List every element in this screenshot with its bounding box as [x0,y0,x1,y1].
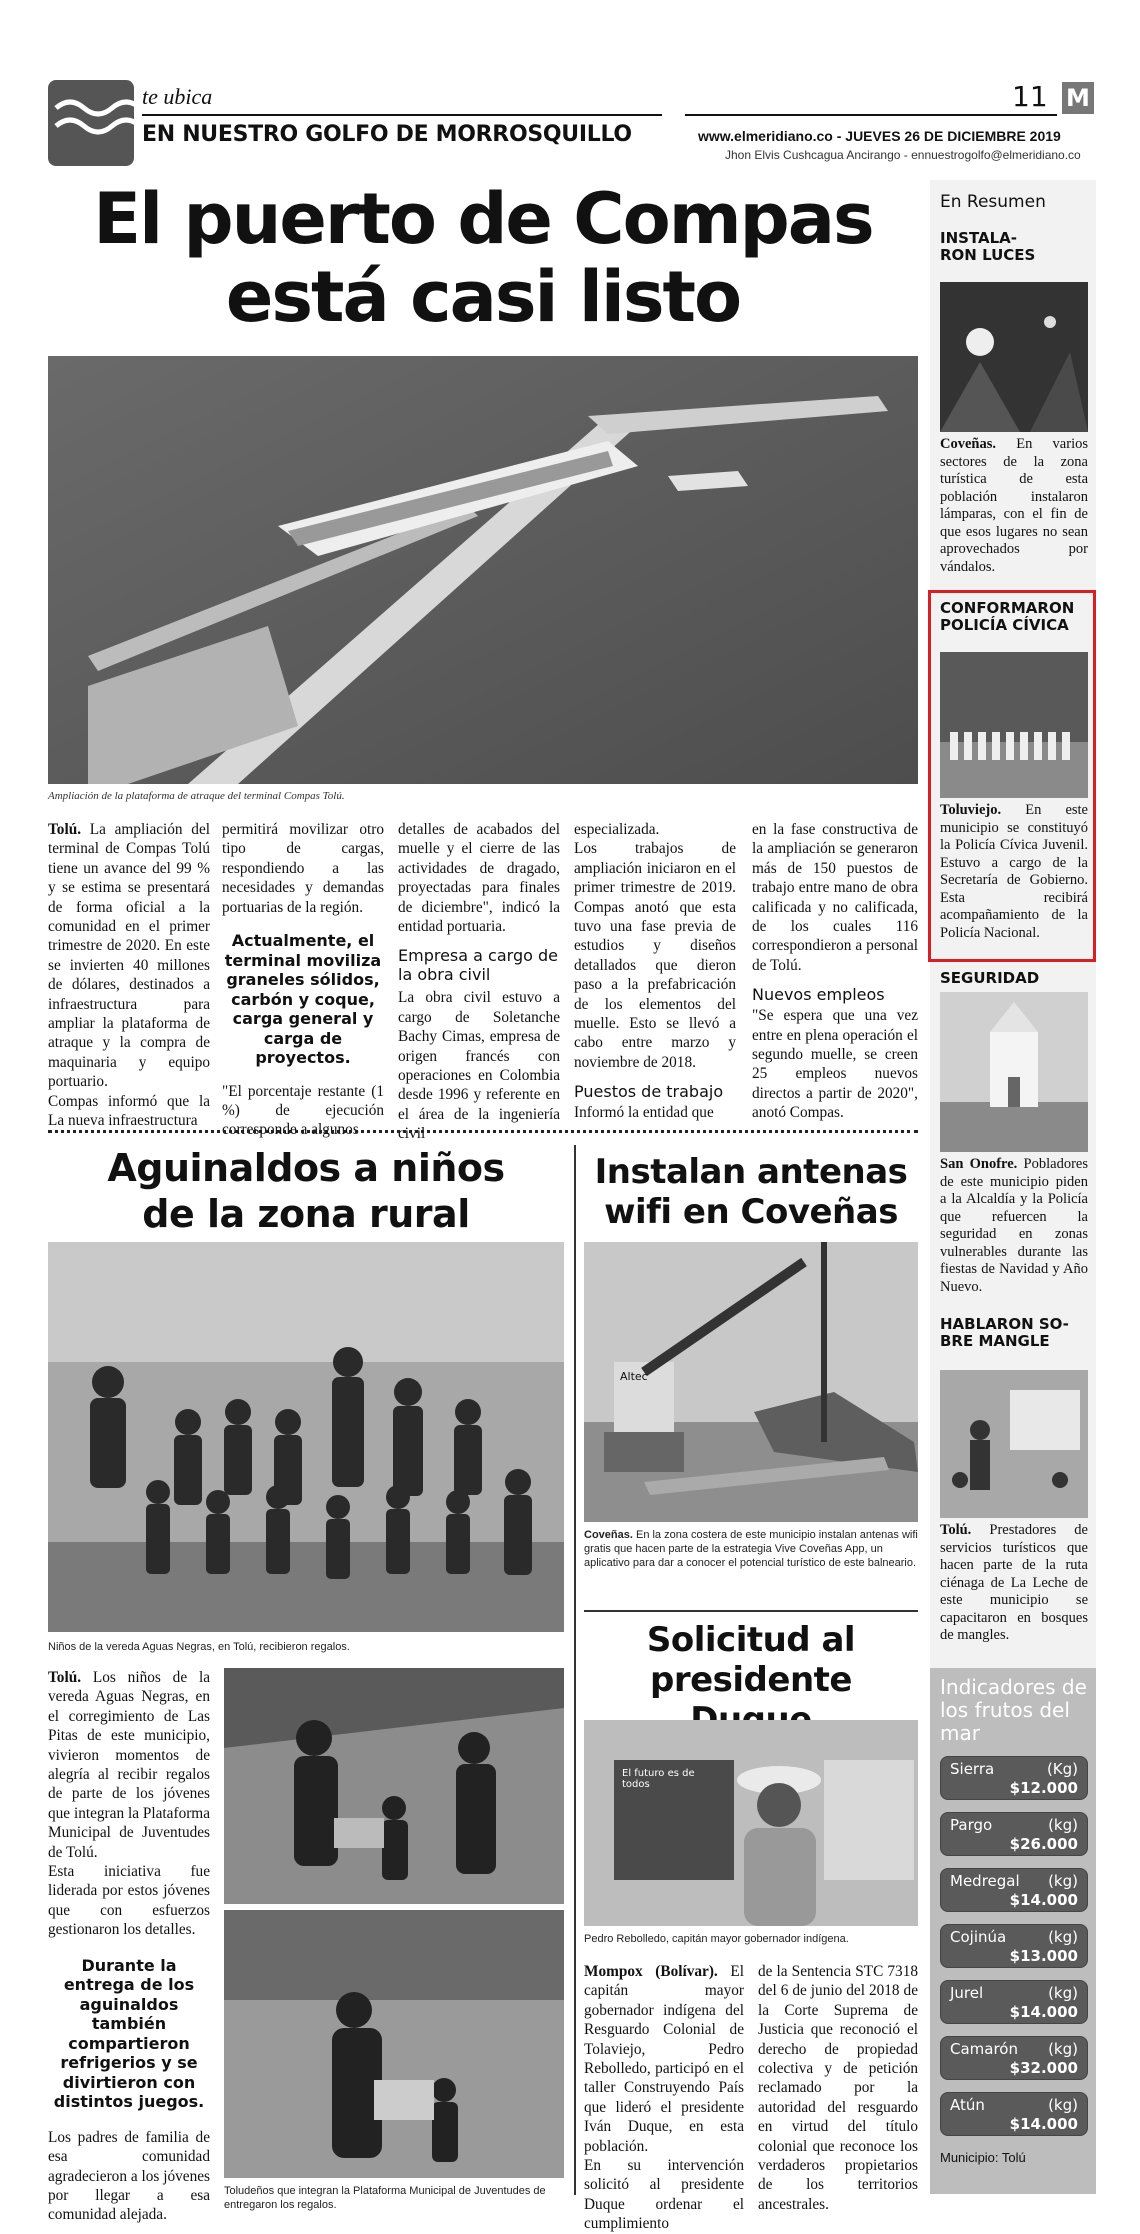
duque-p3: de la Sentencia STC 7318 del 6 de junio del 2018 de la Corte Suprema de Justicia que reconoció el derecho de propiedad colectiva y de petición reclamado por la autoridad del resguardo en virtud del título colonial que reconoce los verdaderos propietarios de los territorios ancestrales. [758,1963,918,2213]
lights-photo [940,282,1088,432]
sidebar-item-4-title: HABLARON SO- BRE MANGLE [940,1315,1069,1350]
duque-p1: El capitán mayor gobernador indígena del Resguardo Colonial de Tolaviejo, Pedro Rebolledo, participó en el taller Construyendo País que lideró el presidente Iván Duque, en esta población. [584,1963,744,2155]
antenas-headline [584,1152,918,1232]
church-photo [940,992,1088,1152]
fish-name: Sierra [950,1760,995,1778]
sidebar-title: En Resumen [940,192,1046,212]
price-row [940,1980,1088,2024]
aguinaldos-p1: Los niños de la vereda Aguas Negras, en el corregimiento de Las Pitas de este municipio, vivieron momentos de alegría al recibir regalos de parte de los jóvenes que integran la Plataforma Municipal de Juventudes de Tolú. [48,1669,210,1861]
fish-name: Pargo [950,1816,993,1834]
duque-p2: En su intervención solicitó al presidente Duque ordenar el cumplimiento [584,2157,744,2233]
price-unit: (kg) [1048,1984,1078,2002]
aguinaldos-text [48,1668,210,2225]
main-col-3 [398,820,560,1144]
sidebar-item-3-text [940,1156,1088,1296]
fish-price: $12.000 [1009,1779,1078,1797]
youth-photo-1 [224,1668,564,1904]
antenas-divider [584,1610,918,1612]
price-row [940,1924,1088,1968]
aguinaldos-headline-2: de la zona rural [142,1192,470,1236]
sidebar-item-3-title: SEGURIDAD [940,969,1040,987]
section-logo [48,80,134,166]
youth-photo-caption: Toludeños que integran la Plataforma Municipal de Juventudes de entregaron los regalos. [224,2185,546,2211]
aguinaldos-headline-1: Aguinaldos a niños [107,1146,505,1190]
sidebar-item-4-body: Prestadores de servicios turísticos que hacen parte de la ruta ciénaga de La Leche de este municipio se capacitaron en bosques de mangles. [940,1522,1088,1643]
rebolledo-caption: Pedro Rebolledo, capitán mayor gobernador indígena. [584,1933,849,1945]
main-col-4 [574,820,736,1123]
aguinaldos-p3: Los padres de familia de esa comunidad agradecieron a los jóvenes por llegar a esa comunidad alejada. [48,2128,210,2224]
antenna-caption [584,1528,918,1570]
sidebar-item-3-body: Pobladores de este municipio piden a la Alcaldía y la Policía que refuercen la seguridad en zonas vulnerables durante las fiestas de Navidad y Año Nuevo. [940,1156,1088,1295]
dateline-lead: Tolú. [48,821,82,838]
truck-sign: Altec [620,1370,648,1383]
price-unit: (kg) [1048,1928,1078,1946]
mangrove-talk-photo [940,1370,1088,1518]
aguinaldos-headline [48,1145,564,1237]
section-divider [48,1130,918,1133]
price-row [940,1812,1088,1856]
main-pull-quote: Actualmente, el terminal moviliza graneles sólidos, carbón y coque, carga general y carga de proyectos. [224,931,382,1068]
price-unit: (kg) [1048,1816,1078,1834]
price-row [940,2092,1088,2136]
price-row [940,1756,1088,1800]
fish-name: Medregal [950,1872,1020,1890]
header-rule-right [685,114,1057,116]
main-col1-p1: La ampliación del terminal de Compas Tolú tiene un avance del 99 % y se estima se presentará de forma oficial a la comunidad en el primer trimestre de 2020. En este se invierten 40 millones de dólares, destinados a infraestructura para ampliar la plataforma de atraque y la compra de maquinaria y equipo portuario. [48,821,210,1091]
main-col-5 [752,820,918,1123]
fish-price: $32.000 [1009,2059,1078,2077]
indicadores-title: Indicadores de los frutos del mar [940,1675,1087,1745]
port-photo [48,356,918,784]
antenas-headline-2: wifi en Coveñas [604,1192,898,1232]
police-photo [940,652,1088,798]
fish-name: Camarón [950,2040,1018,2058]
duque-lead: Mompox (Bolívar). [584,1963,718,1980]
sidebar-item-1-lead: Coveñas. [940,436,996,452]
main-col3-p1: detalles de acabados del muelle y el cierre de las actividades de dragado, proyectadas para finales de diciembre", indicó la entidad portuaria. [398,821,560,936]
main-col2-p1: permitirá movilizar otro tipo de cargas, respondiendo a las necesidades y demandas portuarias de la región. [222,821,384,916]
main-subhead-1: Empresa a cargo de la obra civil [398,946,558,985]
antenna-photo [584,1242,918,1522]
sidebar-item-2-title: CONFORMARON POLICÍA CÍVICA [940,599,1075,634]
aguinaldos-lead: Tolú. [48,1669,82,1686]
main-col5-p1: en la fase constructiva de la ampliación se generaron más de 150 puestos de trabajo entre mano de obra calificada y no calificada, de los cuales 116 correspondieron a personal de Tolú. [752,821,918,974]
main-col2-p2: "El porcentaje restante (1 %) de ejecución corresponde a algunos [222,1082,384,1139]
main-headline [48,180,918,336]
port-photo-caption: Ampliación de la plataforma de atraque del terminal Compas Tolú. [48,790,345,802]
sidebar-item-2-body: En este municipio se constituyó la Policía Cívica Juvenil. Estuvo a cargo de la Secretaría de Gobierno. Esta recibirá acompañamiento de la Policía Nacional. [940,802,1088,941]
antenas-headline-1: Instalan antenas [594,1152,908,1192]
fish-price: $14.000 [1009,2115,1078,2133]
children-photo-caption: Niños de la vereda Aguas Negras, en Tolú, recibieron regalos. [48,1641,350,1653]
fish-price: $26.000 [1009,1835,1078,1853]
section-title: EN NUESTRO GOLFO DE MORROSQUILLO [142,122,632,147]
page-number: 11 [1012,80,1048,113]
byline: Jhon Elvis Cushcagua Ancirango - ennuestrogolfo@elmeridiano.co [725,148,1081,162]
price-row [940,2036,1088,2080]
sidebar-item-2-text [940,802,1088,942]
fish-price: $13.000 [1009,1947,1078,1965]
main-col-2 [222,820,384,1140]
sidebar-item-2-lead: Toluviejo. [940,802,1002,818]
youth-photo-2 [224,1910,564,2178]
section-kicker: te ubica [142,84,213,109]
main-col4-p1: especializada. [574,821,660,838]
duque-headline-1: Solicitud al [646,1620,856,1660]
headline-line-1: El puerto de Compas [93,178,873,260]
fish-price: $14.000 [1009,1891,1078,1909]
fish-price: $14.000 [1009,2003,1078,2021]
indicadores-footer: Municipio: Tolú [940,2150,1026,2165]
sidebar-item-1-text [940,436,1088,576]
main-col-1 [48,820,210,1131]
aguinaldos-p2: Esta iniciativa fue liderada por estos jóvenes que con esfuerzos gestionaron los detalles. [48,1863,210,1939]
price-row [940,1868,1088,1912]
main-col3-p2: La obra civil estuvo a cargo de Soletanche Bachy Cimas, empresa de origen francés con operaciones en Colombia desde 1996 y referente en el área de la ingeniería civil [398,989,560,1143]
dateline: www.elmeridiano.co - JUEVES 26 DE DICIEMBRE 2019 [698,128,1061,144]
children-photo [48,1242,564,1632]
sidebar-item-4-text [940,1522,1088,1645]
duque-col-1 [584,1962,744,2234]
fish-name: Cojinúa [950,1928,1007,1946]
price-unit: (Kg) [1046,1760,1078,1778]
fish-name: Atún [950,2096,985,2114]
main-col1-p2: Compas informó que la La nueva infraestructura [48,1092,210,1130]
sidebar-item-3-lead: San Onofre. [940,1156,1018,1172]
headline-line-2: está casi listo [225,256,741,338]
price-unit: (kg) [1048,2096,1078,2114]
fish-name: Jurel [950,1984,984,2002]
newspaper-logo: M [1062,82,1094,114]
main-subhead-2: Puestos de trabajo [574,1082,724,1102]
sidebar-item-1-title: INSTALA- RON LUCES [940,229,1036,264]
column-divider [574,1145,576,2195]
duque-headline-2: presidente [650,1660,852,1700]
sidebar-item-4-lead: Tolú. [940,1522,972,1538]
main-col4-p3: Informó la entidad que [574,1104,714,1122]
antenna-caption-lead: Coveñas. [584,1529,633,1541]
aguinaldos-pull-quote: Durante la entrega de los aguinaldos también compartieron refrigerios y se divirtieron con distintos juegos. [53,1955,205,2112]
header-rule [142,114,662,116]
sidebar-item-1-body: En varios sectores de la zona turística de esta población instalaron lámparas, con el fin de que esos lugares no sean aprovechados por vándalos. [940,436,1088,575]
price-unit: (kg) [1048,1872,1078,1890]
antenna-caption-text: En la zona costera de este municipio instalan antenas wifi gratis que hacen parte de la estrategia Vive Coveñas App, un aplicativo para dar a conocer el potencial turístico de este balneario. [584,1529,918,1569]
rebolledo-photo [584,1720,918,1926]
event-banner: El futuro es de todos [622,1768,695,1790]
main-col5-p2: "Se espera que una vez entre en plena operación el segundo muelle, se creen 25 empleos nuevos directos a partir de 2020", anotó Compas. [752,1007,918,1122]
duque-col-2 [758,1962,918,2214]
main-subhead-3: Nuevos empleos [752,985,885,1005]
price-unit: (kg) [1048,2040,1078,2058]
waves-icon [48,80,134,166]
main-col4-p2: Los trabajos de ampliación iniciaron en el primer trimestre de 2019. Compas anotó que esta tuvo una fase previa de estudios y diseños detallados que dieron paso a la prefabricación de los elementos del muelle. Esto se llevó a cabo entre marzo y noviembre de 2018. [574,840,736,1071]
